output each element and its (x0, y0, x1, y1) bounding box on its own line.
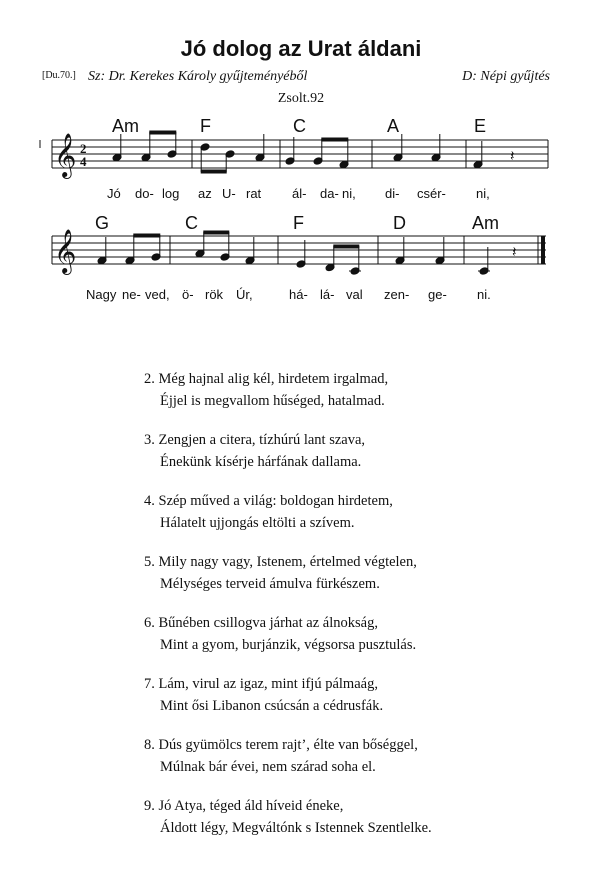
lyric-syllable: ved, (145, 287, 170, 302)
lyric-syllable: ni, (476, 186, 490, 201)
verse-line: Áldott légy, Megváltónk s Istennek Szentlelke. (160, 820, 432, 836)
song-title: Jó dolog az Urat áldani (180, 36, 422, 61)
verse-3 (144, 429, 574, 490)
lyric-syllable: ni. (477, 287, 491, 302)
verse-line: Mélységes terveid ámulva fürkészem. (160, 576, 380, 592)
lyric-syllable: rök (205, 287, 224, 302)
lyric-syllable: ge- (428, 287, 447, 302)
time-signature-top: 2 (80, 141, 87, 156)
svg-text:𝄞: 𝄞 (54, 133, 77, 177)
lyric-syllable: U- (222, 186, 236, 201)
verse-line: 9. Jó Atya, téged áld híveid éneke, (144, 798, 344, 814)
chord-symbol: C (185, 213, 198, 233)
verse-2 (144, 368, 574, 429)
svg-text:𝄞: 𝄞 (54, 229, 77, 273)
sheet-music (0, 108, 602, 308)
verse-9 (144, 795, 574, 856)
verse-list (144, 368, 574, 856)
lyric-syllable: Jó (107, 186, 121, 201)
verse-5 (144, 551, 574, 612)
verse-line: 4. Szép műved a világ: boldogan hirdetem, (144, 493, 393, 509)
chord-symbol: E (474, 116, 487, 136)
chord-symbol: A (387, 116, 400, 136)
lyric-syllable: csér- (417, 186, 446, 201)
psalm-reference: Zsolt.92 (277, 91, 325, 106)
verse-line: Múlnak bár évei, nem szárad soha el. (160, 759, 376, 775)
lyric-syllable: ál- (292, 186, 307, 201)
hymnal-reference: [Du.70.] (42, 70, 76, 81)
verse-line: Énekünk kísérje hárfának dallama. (160, 454, 362, 470)
verse-line: Hálatelt ujjongás eltölti a szívem. (160, 515, 355, 531)
lyric-syllable: da- (320, 186, 339, 201)
lyric-syllable: há- (289, 287, 308, 302)
verse-line: 3. Zengjen a citera, tízhúrú lant szava, (144, 432, 366, 448)
lyric-syllable: di- (385, 186, 400, 201)
lyric-syllable: do- (135, 186, 154, 201)
verse-line: 8. Dús gyümölcs terem rajt’, élte van bőséggel, (144, 737, 418, 753)
lyric-syllable: val (346, 287, 363, 302)
verse-7 (144, 673, 574, 734)
verse-line: Mint ősi Libanon csúcsán a cédrusfák. (160, 698, 384, 714)
lyric-syllable: az (198, 186, 212, 201)
chord-symbol: Am (112, 116, 139, 136)
lyric-syllable: rat (246, 186, 262, 201)
verse-line: 5. Mily nagy vagy, Istenem, értelmed végtelen, (144, 554, 417, 570)
lyric-syllable: ö- (182, 287, 194, 302)
chord-symbol: D (393, 213, 406, 233)
verse-line: 7. Lám, virul az igaz, mint ifjú pálmaág, (144, 676, 378, 692)
verse-line: Mint a gyom, burjánzik, végsorsa pusztulás. (160, 637, 417, 653)
verse-4 (144, 490, 574, 551)
chord-symbol: G (95, 213, 110, 233)
chord-symbol: F (200, 116, 211, 136)
lyric-syllable: lá- (320, 287, 335, 302)
lyric-syllable: ni, (342, 186, 356, 201)
lyric-syllable: Nagy (86, 287, 117, 302)
lyric-syllable: ne- (122, 287, 141, 302)
verse-8 (144, 734, 574, 795)
chord-symbol: C (293, 116, 306, 136)
verse-line: 6. Bűnében csillogva járhat az álnokság, (144, 615, 378, 631)
lyric-syllable: Úr, (236, 287, 253, 302)
svg-text:𝄽: 𝄽 (512, 243, 517, 261)
lyric-syllable: zen- (384, 287, 410, 302)
chord-symbol: Am (472, 213, 499, 233)
verse-line: 2. Még hajnal alig kél, hirdetem irgalmad, (144, 371, 389, 387)
verse-6 (144, 612, 574, 673)
lyric-syllable: log (162, 186, 180, 201)
chord-symbol: F (293, 213, 304, 233)
svg-text:𝄽: 𝄽 (510, 147, 515, 165)
lyricist-credit: Sz: Dr. Kerekes Károly gyűjteményéből (88, 69, 308, 84)
time-signature-bottom: 4 (80, 154, 87, 169)
melody-credit: D: Népi gyűjtés (462, 69, 550, 84)
verse-line: Éjjel is megvallom hűséged, hatalmad. (160, 393, 385, 409)
